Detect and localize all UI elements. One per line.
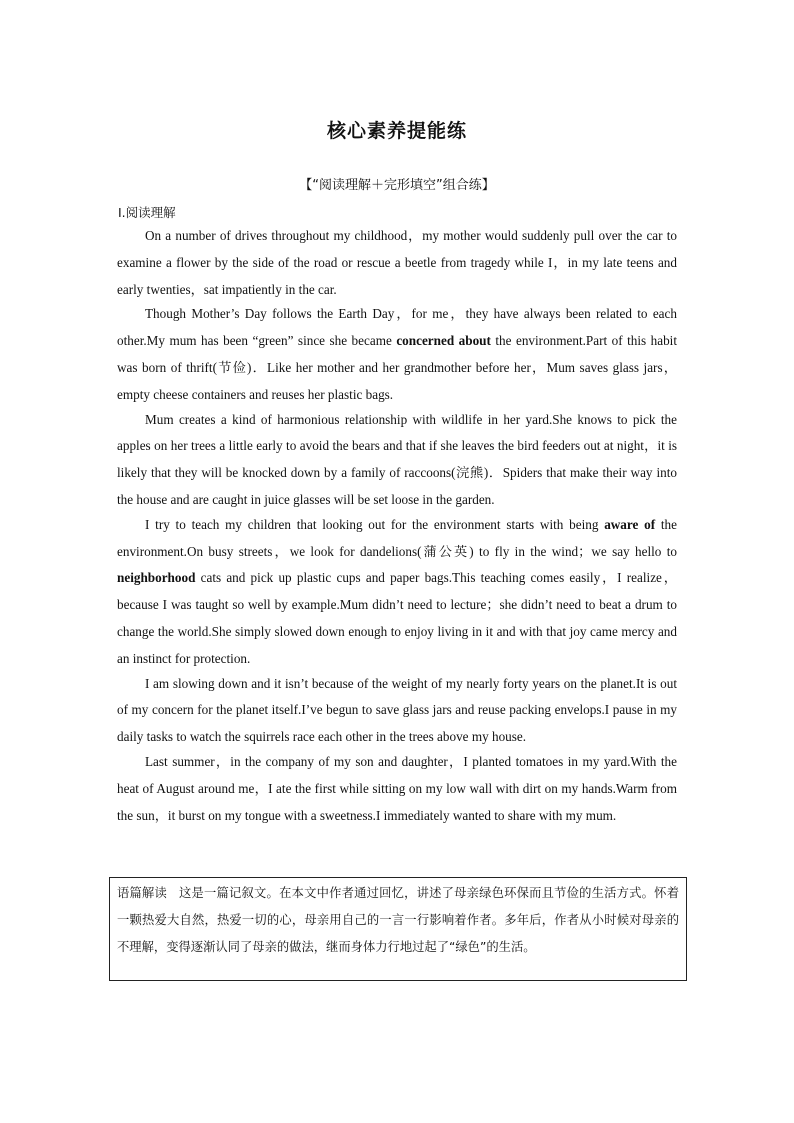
passage-paragraph-6	[117, 749, 677, 829]
paragraph-text: Though Mother’s Day follows the Earth Day，for me，they have always been related to each other.My mum has been “green” since she became	[117, 306, 677, 349]
paragraph-text: I am slowing down and it isn’t because of the weight of my nearly forty years on the planet.It is out of my concern for the planet itself.I’ve begun to save glass jars and reuse packing envelops.I pause in my daily tasks to watch the squirrels race each other in the trees above my house.	[117, 675, 677, 745]
exercise-subtitle: 【“阅读理解＋完形填空”组合练】	[299, 178, 495, 193]
paragraph-text: I try to teach my children that looking out for the environment starts with being	[145, 516, 605, 532]
discourse-analysis-box	[109, 877, 687, 981]
passage-paragraph-3	[117, 407, 677, 514]
key-phrase-concerned-about: concerned about	[396, 333, 491, 349]
key-phrase-neighborhood: neighborhood	[117, 570, 196, 586]
paragraph-text: the environment.Part of this habit was born of thrift(节俭)．Like her mother and her grandmother before her，Mum saves glass jars，empty cheese containers and reuses her plastic bags.	[117, 333, 677, 402]
key-phrase-aware-of: aware of	[604, 516, 656, 532]
passage-paragraph-4	[117, 512, 677, 673]
section-heading: Ⅰ.阅读理解	[118, 205, 176, 220]
reading-passage	[117, 223, 677, 827]
passage-paragraph-2	[117, 301, 677, 408]
paragraph-text: Mum creates a kind of harmonious relationship with wildlife in her yard.She knows to pick the apples on her trees a little early to avoid the bears and that if she leaves the bird feeders out at night，it is likely that they will be knocked down by a family of raccoons(浣熊)．Spiders that make their way into the house and are caught in juice glasses will be set loose in the garden.	[117, 411, 677, 507]
paragraph-text: cats and pick up plastic cups and paper bags.This teaching comes easily，I realize，because I was taught so well by example.Mum didn’t need to lecture；she didn’t need to beat a drum to change the world.She simply slowed down enough to enjoy living in it and with that joy came mercy and an instinct for protection.	[117, 570, 677, 666]
passage-paragraph-1	[117, 223, 677, 303]
paragraph-text: On a number of drives throughout my childhood，my mother would suddenly pull over the car to examine a flower by the side of the road or rescue a beetle from tragedy while I，in my late teens and early twenties，sat impatiently in the car.	[117, 228, 677, 297]
discourse-analysis-text: 这是一篇记叙文。在本文中作者通过回忆，讲述了母亲绿色环保而且节俭的生活方式。怀着一颗热爱大自然，热爱一切的心，母亲用自己的一言一行影响着作者。多年后，作者从小时候对母亲的不理解，变得逐渐认同了母亲的做法，继而身体力行地过起了“绿色”的生活。	[117, 886, 679, 954]
paragraph-text: the environment.On busy streets，we look for dandelions(蒲公英) to fly in the wind；we say hello to	[117, 516, 677, 559]
paragraph-text: Last summer，in the company of my son and daughter，I planted tomatoes in my yard.With the heat of August around me，I ate the first while sitting on my low wall with dirt on my hands.Warm from the sun，it burst on my tongue with a sweetness.I immediately wanted to share with my mum.	[117, 753, 677, 823]
page-title: 核心素养提能练	[326, 120, 467, 142]
passage-paragraph-5	[117, 671, 677, 751]
discourse-analysis-label: 语篇解读	[117, 886, 168, 900]
